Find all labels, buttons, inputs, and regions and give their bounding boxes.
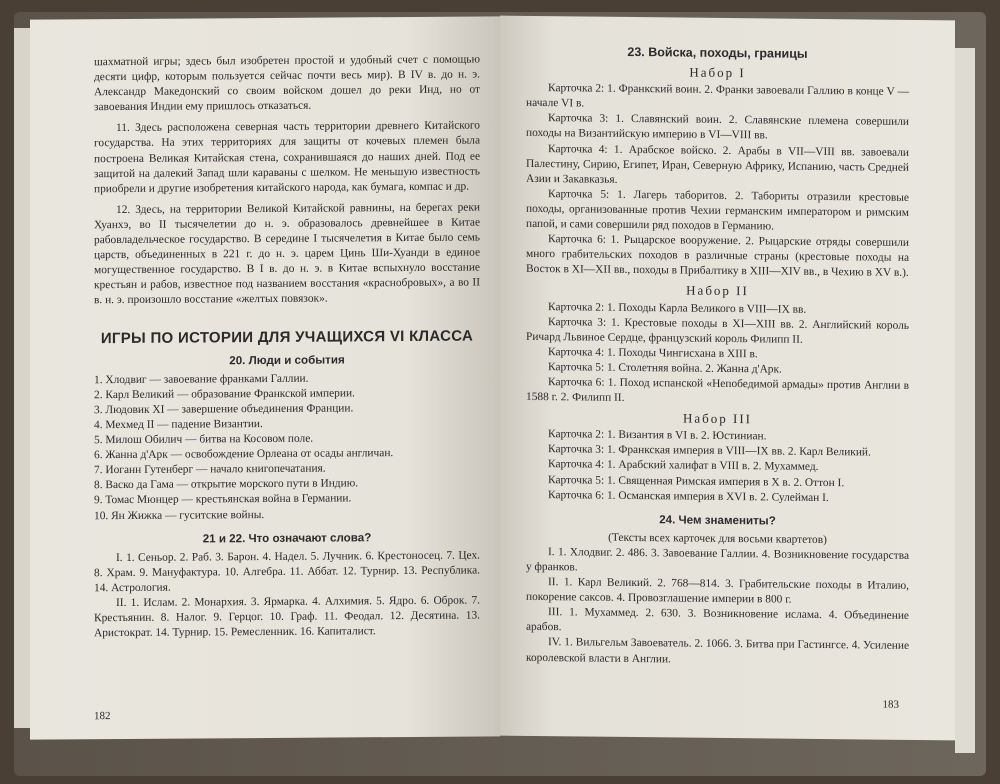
card-item: Карточка 3: 1. Славянский воин. 2. Славянские племена совершили походы на Византийскую империю в VI—VIII вв. [526, 112, 909, 142]
card-item: Карточка 5: 1. Священная Римская империя в X в. 2. Оттон I. [548, 473, 845, 489]
section-21-part-2: II. 1. Ислам. 2. Монархия. 3. Ярмарка. 4. Алхимия. 5. Ядро. 6. Оброк. 7. Крестьянин. 8. Налог. 9. Герцог. 10. Граф. 11. Феодал. 12. Десятина. 13. Аристократ. 14. Турнир. 15. Ремесленник. 16. Капиталист. [94, 594, 480, 640]
quartet-item: II. 1. Карл Великий. 2. 768—814. 3. Грабительские походы в Италию, покорение саксов. 4. Провозглашение империи в 800 г. [526, 576, 909, 606]
section-21-part-1: I. 1. Сеньор. 2. Раб. 3. Барон. 4. Надел. 5. Лучник. 6. Крестоносец. 7. Цех. 8. Храм. 9. Мануфактура. 10. Алгебра. 11. Аббат. 12. Турнир. 13. Республика. 14. Астрология. [94, 549, 480, 595]
list-item: 6. Жанна д'Арк — освобождение Орлеана от осады англичан. [94, 447, 394, 462]
list-item: 10. Ян Жижка — гуситские войны. [94, 508, 265, 522]
list-item: 7. Иоганн Гутенберг — начало книгопечатания. [94, 462, 326, 477]
card-item: Карточка 3: 1. Крестовые походы в XI—XIII вв. 2. Английский король Ричард Львиное Сердце, французский король Филипп II. [526, 315, 909, 346]
list-item: 3. Людовик XI — завершение объединения Франции. [94, 402, 354, 417]
list-item: 9. Томас Мюнцер — крестьянская война в Германии. [94, 492, 352, 507]
card-item: Карточка 5: 1. Столетняя война. 2. Жанна д'Арк. [548, 360, 782, 376]
list-item: 4. Мехмед II — падение Византии. [94, 417, 263, 432]
section-20-title: 20. Люди и события [229, 353, 345, 367]
list-item: 5. Милош Обилич — битва на Косовом поле. [94, 432, 314, 447]
page-number: 182 [94, 710, 111, 723]
section-21-title: 21 и 22. Что означают слова? [202, 530, 372, 546]
card-item: Карточка 6: 1. Рыцарское вооружение. 2. Рыцарские отряды совершили много грабительских походов в различные страны (крестовые походы на Восток в XI—XII вв., походы в Прибалтику в XIII—XIV вв., в Чехию в XV в.). [526, 233, 909, 280]
set-2-title: Набор II [686, 282, 749, 299]
section-23-title: 23. Войска, походы, границы [627, 44, 808, 61]
card-item: Карточка 2: 1. Византия в VI в. 2. Юстиниан. [548, 428, 767, 443]
card-item: Карточка 4: 1. Походы Чингисхана в XIII в. [548, 345, 758, 361]
card-item: Карточка 5: 1. Лагерь таборитов. 2. Табориты отразили крестовые походы, организованные против Чехии германским императором и римским папой, и сами совершили ряд походов в Германию. [526, 187, 909, 233]
main-heading: ИГРЫ ПО ИСТОРИИ ДЛЯ УЧАЩИХСЯ VI КЛАССА [100, 327, 474, 347]
card-item: Карточка 4: 1. Арабский халифат в VIII в. 2. Мухаммед. [548, 458, 819, 474]
list-item: 1. Хлодвиг — завоевание франками Галлии. [94, 372, 309, 386]
set-3-title: Набор III [682, 410, 752, 427]
set-1-title: Набор I [689, 64, 746, 81]
card-item: Карточка 3: 1. Франкская империя в VIII—IX вв. 2. Карл Великий. [548, 443, 871, 459]
list-item: 8. Васко да Гама — открытие морского пути в Индию. [94, 477, 359, 492]
paragraph-12: 12. Здесь, на территории Великой Китайской равнины, на берегах реки Хуанхэ, во II тысячелетии до н. э. образовалось древнейшее в Китае рабовладельческое государство. В середине I тысячелетия в Китае было семь царств, объединенных в 221 г. до н. э. царем Цинь Ши-Хуанди в единое могущественное государство. В I в. до н. э. в Китае вспыхнуло восстание крестьян и рабов, известное под названием восстания «краснобровых», а во II в. н. э. произошло восстание «желтых повязок». [94, 201, 480, 307]
right-page-edges [955, 48, 975, 753]
section-24-title: 24. Чем знамениты? [659, 513, 776, 528]
card-item: Карточка 4: 1. Арабское войско. 2. Арабы в VII—VIII вв. завоевали Палестину, Сирию, Египет, Иран, Северную Африку, Испанию, часть Средней Азии и Закавказья. [526, 142, 909, 186]
page-number: 183 [882, 698, 899, 711]
section-24-subtitle: (Тексты всех карточек для восьми квартетов) [608, 531, 827, 546]
paragraph-11: 11. Здесь расположена северная часть территории древнего Китайского государства. На этих территориях для защиты от кочевых племен была построена Великая Китайская стена, сохранившаяся до наших дней. Под ее защитой на далекий Запад шли караваны с шелком. Не меньшую известность приобрели и другие изобретения китайского народа, как бумага, компас и др. [94, 119, 480, 195]
quartet-item: III. 1. Мухаммед. 2. 630. 3. Возникновение ислама. 4. Объединение арабов. [526, 606, 909, 634]
card-item: Карточка 2: 1. Франкский воин. 2. Франки завоевали Галлию в конце V — начале VI в. [526, 82, 909, 110]
intro-paragraph: шахматной игры; здесь был изобретен простой и удобный счет с помощью десяти цифр, которым пользуется сейчас почти весь мир). В IV в. до н. э. Александр Македонский со своим войском дошел до реки Инд, но от завоевания Индии ему пришлось отказаться. [94, 53, 480, 114]
card-item: Карточка 2: 1. Походы Карла Великого в VIII—IX вв. [548, 300, 807, 316]
right-page [500, 16, 955, 741]
list-item: 2. Карл Великий — образование Франкской империи. [94, 387, 355, 401]
left-page [30, 16, 500, 739]
quartet-item: I. 1. Хлодвиг. 2. 486. 3. Завоевание Галлии. 4. Возникновение государства у франков. [526, 546, 909, 574]
card-item: Карточка 6: 1. Османская империя в XVI в. 2. Сулейман I. [548, 488, 829, 504]
section-20-list [94, 370, 480, 524]
quartet-item: IV. 1. Вильгельм Завоеватель. 2. 1066. 3. Битва при Гастингсе. 4. Усиление королевской власти в Англии. [526, 636, 909, 665]
card-item: Карточка 6: 1. Поход испанской «Непобедимой армады» против Англии в 1588 г. 2. Филипп II. [526, 376, 909, 404]
